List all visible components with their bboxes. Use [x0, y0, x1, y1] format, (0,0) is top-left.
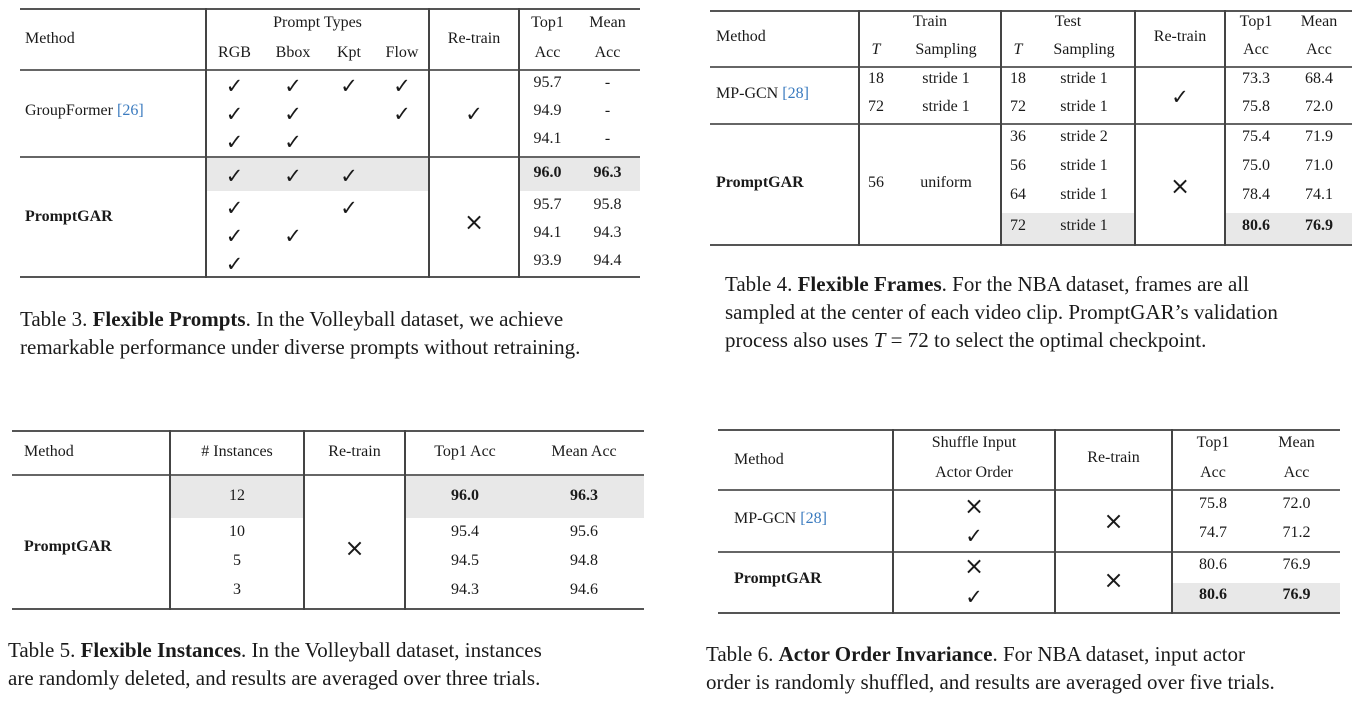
header-rule [710, 66, 1352, 68]
top-rule [20, 8, 640, 10]
header-test-sampling: Sampling [1053, 41, 1115, 58]
table-5-caption [8, 636, 668, 692]
method-groupformer [25, 102, 144, 120]
test-sampling-value: stride 1 [1060, 186, 1108, 203]
train-sampling-value: stride 1 [922, 70, 970, 87]
test-sampling-value: stride 1 [1060, 70, 1108, 87]
check-icon: ✓ [284, 74, 302, 98]
header-top1: Top1 [1239, 13, 1273, 30]
check-icon: ✓ [965, 585, 983, 609]
group-rule [710, 123, 1352, 125]
header-retrain: Re-train [1087, 449, 1140, 466]
mean-value: 94.8 [570, 552, 598, 569]
header-method: Method [25, 30, 75, 47]
top1-value: 94.1 [533, 130, 562, 147]
header-shuffle: Shuffle Input [931, 434, 1017, 451]
test-t-value: 64 [1010, 186, 1026, 203]
top1-value: 75.8 [1242, 98, 1270, 115]
top1-value: 93.9 [533, 252, 562, 269]
check-icon: ✓ [340, 196, 358, 220]
train-sampling-value: uniform [920, 174, 972, 191]
table-3-caption [20, 305, 660, 361]
header-flow: Flow [385, 44, 419, 61]
check-icon: ✓ [225, 164, 244, 188]
mean-value: 96.3 [570, 487, 598, 504]
caption-text: = 72 to select the optimal checkpoint. [885, 328, 1207, 352]
caption-label: Table 5. [8, 638, 81, 662]
cross-icon: × [963, 552, 985, 580]
check-icon: ✓ [284, 102, 302, 126]
table-4-caption [725, 270, 1355, 354]
top1-value: 78.4 [1242, 186, 1270, 203]
cross-icon: × [344, 534, 365, 562]
caption-text: . In the Volleyball dataset, instances [241, 638, 542, 662]
check-icon: ✓ [1171, 85, 1189, 109]
header-method: Method [716, 28, 766, 45]
method-name: GroupFormer [25, 102, 117, 119]
header-train-t: T [871, 41, 881, 58]
check-icon: ✓ [225, 130, 244, 154]
top1-value: 94.1 [533, 224, 562, 241]
header-method: Method [24, 443, 74, 460]
mean-value: 96.3 [593, 164, 622, 181]
cross-icon: × [463, 208, 485, 236]
top1-value: 74.7 [1199, 524, 1227, 541]
check-icon: ✓ [965, 524, 983, 548]
header-retrain: Re-train [447, 30, 501, 47]
top1-value: 94.9 [533, 102, 562, 119]
bottom-rule [718, 612, 1340, 614]
caption-text: sampled at the center of each video clip. PromptGAR’s validation [725, 300, 1278, 324]
top1-value: 75.8 [1199, 495, 1227, 512]
test-sampling-value: stride 1 [1060, 157, 1108, 174]
top1-value: 80.6 [1199, 556, 1227, 573]
header-mean: Mean [1278, 434, 1315, 451]
test-sampling-value: stride 1 [1060, 98, 1108, 115]
mean-value: 74.1 [1305, 186, 1333, 203]
bottom-rule [12, 608, 644, 610]
header-top1: Top1 [531, 14, 564, 31]
check-icon: ✓ [225, 196, 244, 220]
top1-value: 75.0 [1242, 157, 1270, 174]
header-mean: Mean [1300, 13, 1338, 30]
caption-title: Flexible Prompts [92, 307, 246, 331]
mean-value: 94.6 [570, 581, 598, 598]
test-t-value: 56 [1010, 157, 1026, 174]
instances-value: 10 [229, 523, 245, 540]
bottom-rule [20, 276, 640, 278]
train-t-value: 56 [868, 174, 884, 191]
instances-value: 12 [229, 487, 245, 504]
mean-value: 95.6 [570, 523, 598, 540]
header-top1-acc: Acc [1243, 41, 1269, 58]
top1-value: 75.4 [1242, 128, 1270, 145]
citation-link[interactable]: [28] [800, 510, 827, 527]
method-promptgar: PromptGAR [716, 174, 804, 191]
method-promptgar: PromptGAR [24, 538, 112, 555]
method-mpgcn [716, 85, 809, 103]
check-icon: ✓ [284, 164, 302, 188]
header-rgb: RGB [218, 44, 251, 61]
train-t-value: 72 [868, 98, 884, 115]
method-mpgcn [734, 510, 827, 528]
table-5 [12, 430, 644, 611]
test-t-value: 36 [1010, 128, 1026, 145]
mean-value: - [604, 74, 611, 91]
mean-value: 76.9 [1282, 556, 1311, 573]
check-icon: ✓ [284, 224, 302, 248]
header-mean-acc: Acc [1306, 41, 1332, 58]
check-icon: ✓ [284, 130, 302, 154]
cross-icon: × [963, 492, 985, 520]
mean-value: 94.4 [593, 252, 622, 269]
header-retrain: Re-train [1153, 28, 1207, 45]
caption-variable: T [873, 328, 886, 352]
mean-value: 71.2 [1282, 524, 1311, 541]
table-6-caption [706, 640, 1362, 696]
test-sampling-value: stride 1 [1060, 217, 1108, 234]
header-test: Test [1054, 13, 1082, 30]
table-4 [710, 10, 1352, 246]
top-rule [710, 10, 1352, 12]
caption-text: . In the Volleyball dataset, we achieve [245, 307, 564, 331]
top1-value: 96.0 [533, 164, 562, 181]
header-kpt: Kpt [337, 44, 361, 61]
top1-value: 95.7 [533, 74, 562, 91]
instances-value: 5 [233, 552, 241, 569]
top1-value: 95.4 [451, 523, 479, 540]
header-train: Train [912, 13, 948, 30]
check-icon: ✓ [225, 252, 244, 276]
caption-text: remarkable performance under diverse prompts without retraining. [20, 335, 581, 359]
top-rule [718, 429, 1340, 431]
caption-text: . For NBA dataset, input actor [992, 642, 1245, 666]
caption-title: Flexible Frames [797, 272, 942, 296]
top1-value: 94.5 [451, 552, 479, 569]
top1-value: 95.7 [533, 196, 562, 213]
check-icon: ✓ [465, 102, 483, 126]
mean-value: 72.0 [1305, 98, 1333, 115]
train-t-value: 18 [868, 70, 884, 87]
table-6 [718, 429, 1340, 614]
top1-value: 94.3 [451, 581, 479, 598]
method-promptgar: PromptGAR [25, 208, 113, 225]
header-mean: Mean [589, 14, 626, 31]
check-icon: ✓ [340, 164, 358, 188]
header-rule [718, 489, 1340, 491]
caption-label: Table 3. [20, 307, 93, 331]
test-t-value: 72 [1010, 217, 1026, 234]
caption-text: process also uses [725, 328, 874, 352]
header-prompt-types: Prompt Types [273, 14, 362, 31]
header-rule [20, 69, 640, 71]
top-rule [12, 430, 644, 432]
test-sampling-value: stride 2 [1060, 128, 1108, 145]
header-top1: Top1 [1196, 434, 1230, 451]
citation-link[interactable]: [28] [782, 85, 809, 102]
caption-text: order is randomly shuffled, and results are averaged over five trials. [706, 670, 1275, 694]
mean-value: 71.0 [1305, 157, 1333, 174]
method-name: MP-GCN [734, 510, 801, 527]
header-top1-acc: Acc [534, 44, 561, 61]
mean-value: - [604, 102, 611, 119]
header-retrain: Re-train [328, 443, 381, 460]
header-actor-order: Actor Order [935, 464, 1013, 481]
header-method: Method [734, 451, 784, 468]
test-t-value: 18 [1010, 70, 1026, 87]
caption-text: . For the NBA dataset, frames are all [941, 272, 1249, 296]
citation-link[interactable]: [26] [116, 102, 144, 119]
method-name: MP-GCN [716, 85, 783, 102]
mean-value: 72.0 [1282, 495, 1311, 512]
header-mean: Mean Acc [551, 443, 617, 460]
caption-title: Flexible Instances [80, 638, 242, 662]
header-top1-acc: Acc [1200, 464, 1226, 481]
test-t-value: 72 [1010, 98, 1026, 115]
mean-value: 76.9 [1305, 217, 1333, 234]
header-bbox: Bbox [275, 44, 311, 61]
top1-value: 96.0 [451, 487, 479, 504]
instances-value: 3 [233, 581, 241, 598]
header-top1: Top1 Acc [434, 443, 496, 460]
mean-value: 95.8 [593, 196, 622, 213]
check-icon: ✓ [225, 224, 244, 248]
cross-icon: × [1103, 507, 1124, 535]
check-icon: ✓ [393, 74, 411, 98]
caption-title: Actor Order Invariance [778, 642, 993, 666]
table-3 [20, 8, 640, 278]
mean-value: 68.4 [1305, 70, 1333, 87]
top1-value: 73.3 [1242, 70, 1270, 87]
cross-icon: × [1169, 172, 1191, 200]
bottom-rule [710, 244, 1352, 246]
mean-value: - [604, 130, 611, 147]
header-mean-acc: Acc [1283, 464, 1310, 481]
check-icon: ✓ [225, 102, 244, 126]
caption-label: Table 6. [706, 642, 779, 666]
method-promptgar: PromptGAR [734, 570, 822, 587]
header-mean-acc: Acc [594, 44, 621, 61]
top1-value: 80.6 [1199, 586, 1227, 603]
caption-label: Table 4. [725, 272, 798, 296]
train-sampling-value: stride 1 [922, 98, 970, 115]
cross-icon: × [1103, 566, 1124, 594]
check-icon: ✓ [225, 74, 244, 98]
caption-text: are randomly deleted, and results are averaged over three trials. [8, 666, 541, 690]
mean-value: 94.3 [593, 224, 622, 241]
header-instances: # Instances [201, 443, 273, 460]
header-test-t: T [1013, 41, 1023, 58]
header-train-sampling: Sampling [915, 41, 977, 58]
check-icon: ✓ [340, 74, 358, 98]
mean-value: 76.9 [1282, 586, 1311, 603]
top1-value: 80.6 [1242, 217, 1270, 234]
mean-value: 71.9 [1305, 128, 1333, 145]
check-icon: ✓ [393, 102, 411, 126]
